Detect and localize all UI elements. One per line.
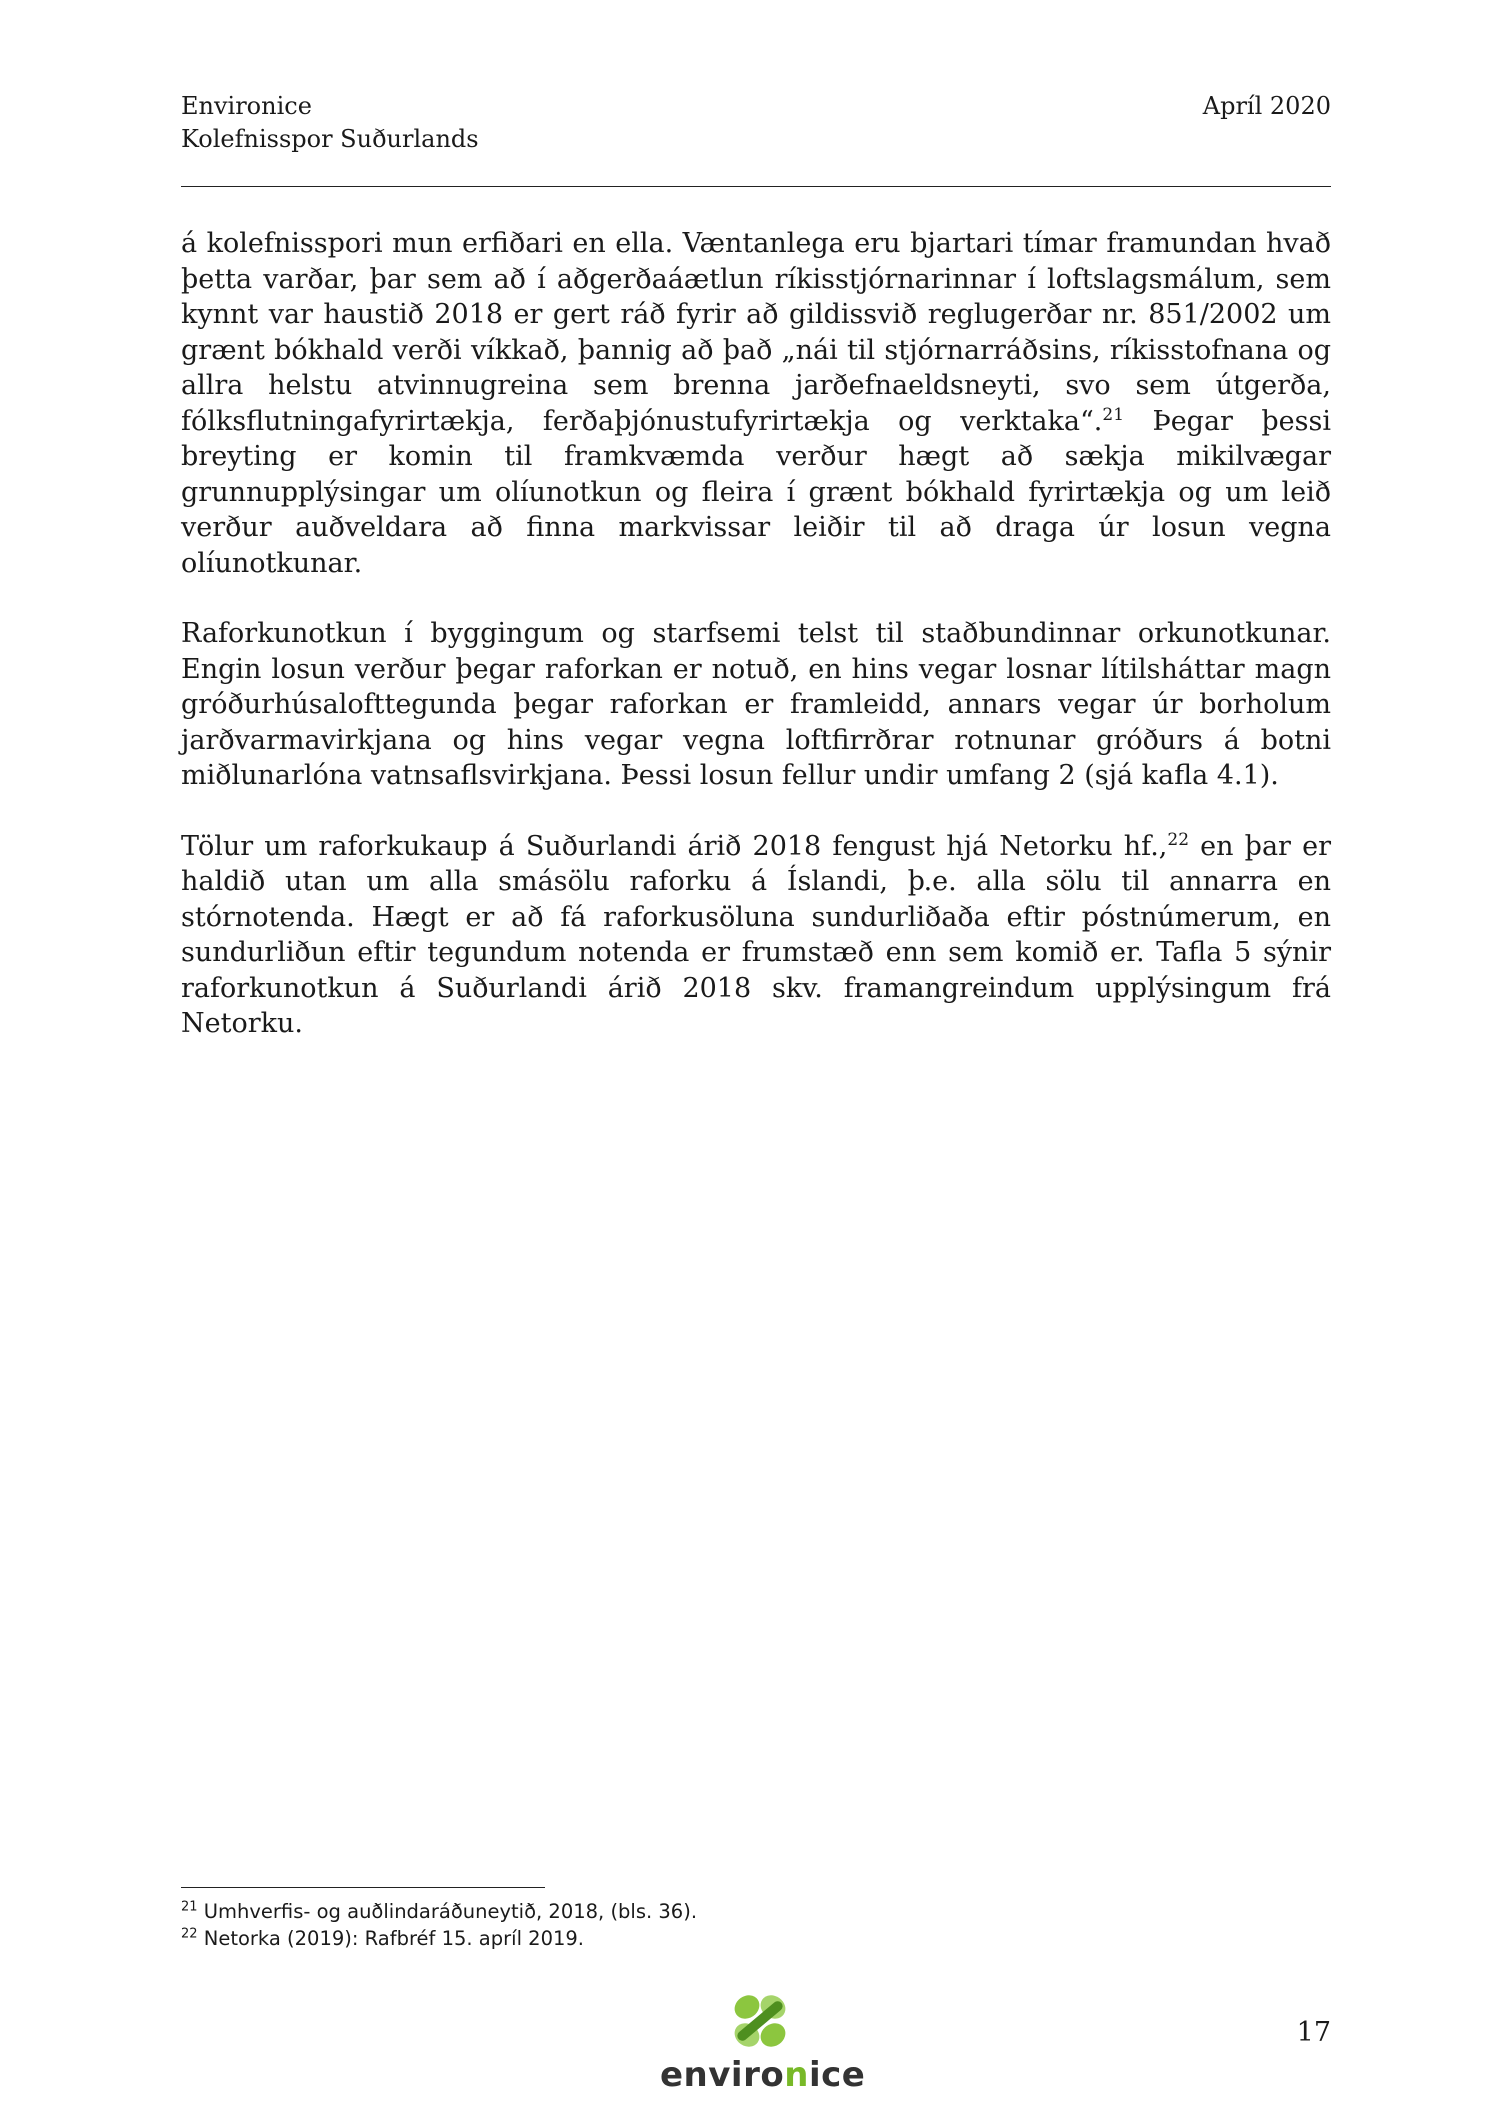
footnote-22 — [181, 1925, 697, 1952]
footnote-number: 21 — [181, 1899, 198, 1915]
header-date: Apríl 2020 — [1202, 92, 1331, 120]
paragraph-3 — [181, 829, 1331, 1042]
header-report-title: Kolefnisspor Suðurlands — [181, 125, 479, 153]
paragraph-1-text-a: á kolefnisspori mun erfiðari en ella. Væntanlega eru bjartari tímar framundan hvað þetta varðar, þar sem að í aðgerðaáætlun ríkisstjórnarinnar í loftslagsmálum, sem kynnt var haustið 2018 er gert ráð fyrir að gildissvið reglugerðar nr. 851/2002 um grænt bókhald verði víkkað, þannig að það „nái til stjórnarráðsins, ríkisstofnana og allra helstu atvinnugreina sem brenna jarðefnaeldsneyti, svo sem útgerða, fólksflutningafyrirtækja, ferðaþjónustufyrirtækja og verktaka“. — [181, 228, 1331, 437]
paragraph-1 — [181, 226, 1331, 581]
footnote-number: 22 — [181, 1926, 198, 1942]
environice-leaf-logo-icon — [720, 1985, 800, 2057]
footnote-21 — [181, 1898, 697, 1925]
footnote-text: Umhverfis- og auðlindaráðuneytið, 2018, (bls. 36). — [203, 1900, 698, 1923]
header-divider — [181, 186, 1331, 187]
header-left — [181, 90, 479, 156]
paragraph-3-text-b: en þar er haldið utan um alla smásölu raforku á Íslandi, þ.e. alla sölu til annarra en stórnotenda. Hægt er að fá raforkusöluna sundurliðaða eftir póstnúmerum, en sundurliðun eftir tegundum notenda er frumstæð enn sem komið er. Tafla 5 sýnir raforkunotkun á Suðurlandi árið 2018 skv. framangreindum upplýsingum frá Netorku. — [181, 830, 1331, 1039]
footnote-ref-22[interactable]: 22 — [1167, 829, 1190, 850]
footnotes — [181, 1898, 697, 1952]
environice-logo — [660, 1985, 866, 2095]
paragraph-3-text-a: Tölur um raforkukaup á Suðurlandi árið 2018 fengust hjá Netorku hf., — [181, 830, 1168, 862]
footnote-ref-21[interactable]: 21 — [1102, 404, 1125, 425]
footnote-divider — [181, 1887, 545, 1888]
header-company: Environice — [181, 92, 312, 120]
footnote-text: Netorka (2019): Rafbréf 15. apríl 2019. — [203, 1927, 585, 1950]
logo-wordmark: environice — [660, 2055, 866, 2095]
main-text — [181, 226, 1331, 1077]
paragraph-2: Raforkunotkun í byggingum og starfsemi telst til staðbundinnar orkunotkunar. Engin losun verður þegar raforkan er notuð, en hins vegar losnar lítilsháttar magn gróðurhúsalofttegunda þegar raforkan er framleidd, annars vegar úr borholum jarðvarmavirkjana og hins vegar vegna loftfirrðrar rotnunar gróðurs á botni miðlunarlóna vatnsaflsvirkjana. Þessi losun fellur undir umfang 2 (sjá kafla 4.1). — [181, 618, 1331, 791]
page-number: 17 — [1296, 2017, 1331, 2048]
paragraph-1-text-b: Þegar þessi breyting er komin til framkvæmda verður hægt að sækja mikilvægar grunnupplýsingar um olíunotkun og fleira í grænt bókhald fyrirtækja og um leið verður auðveldara að finna markvissar leiðir til að draga úr losun vegna olíunotkunar. — [181, 405, 1331, 579]
